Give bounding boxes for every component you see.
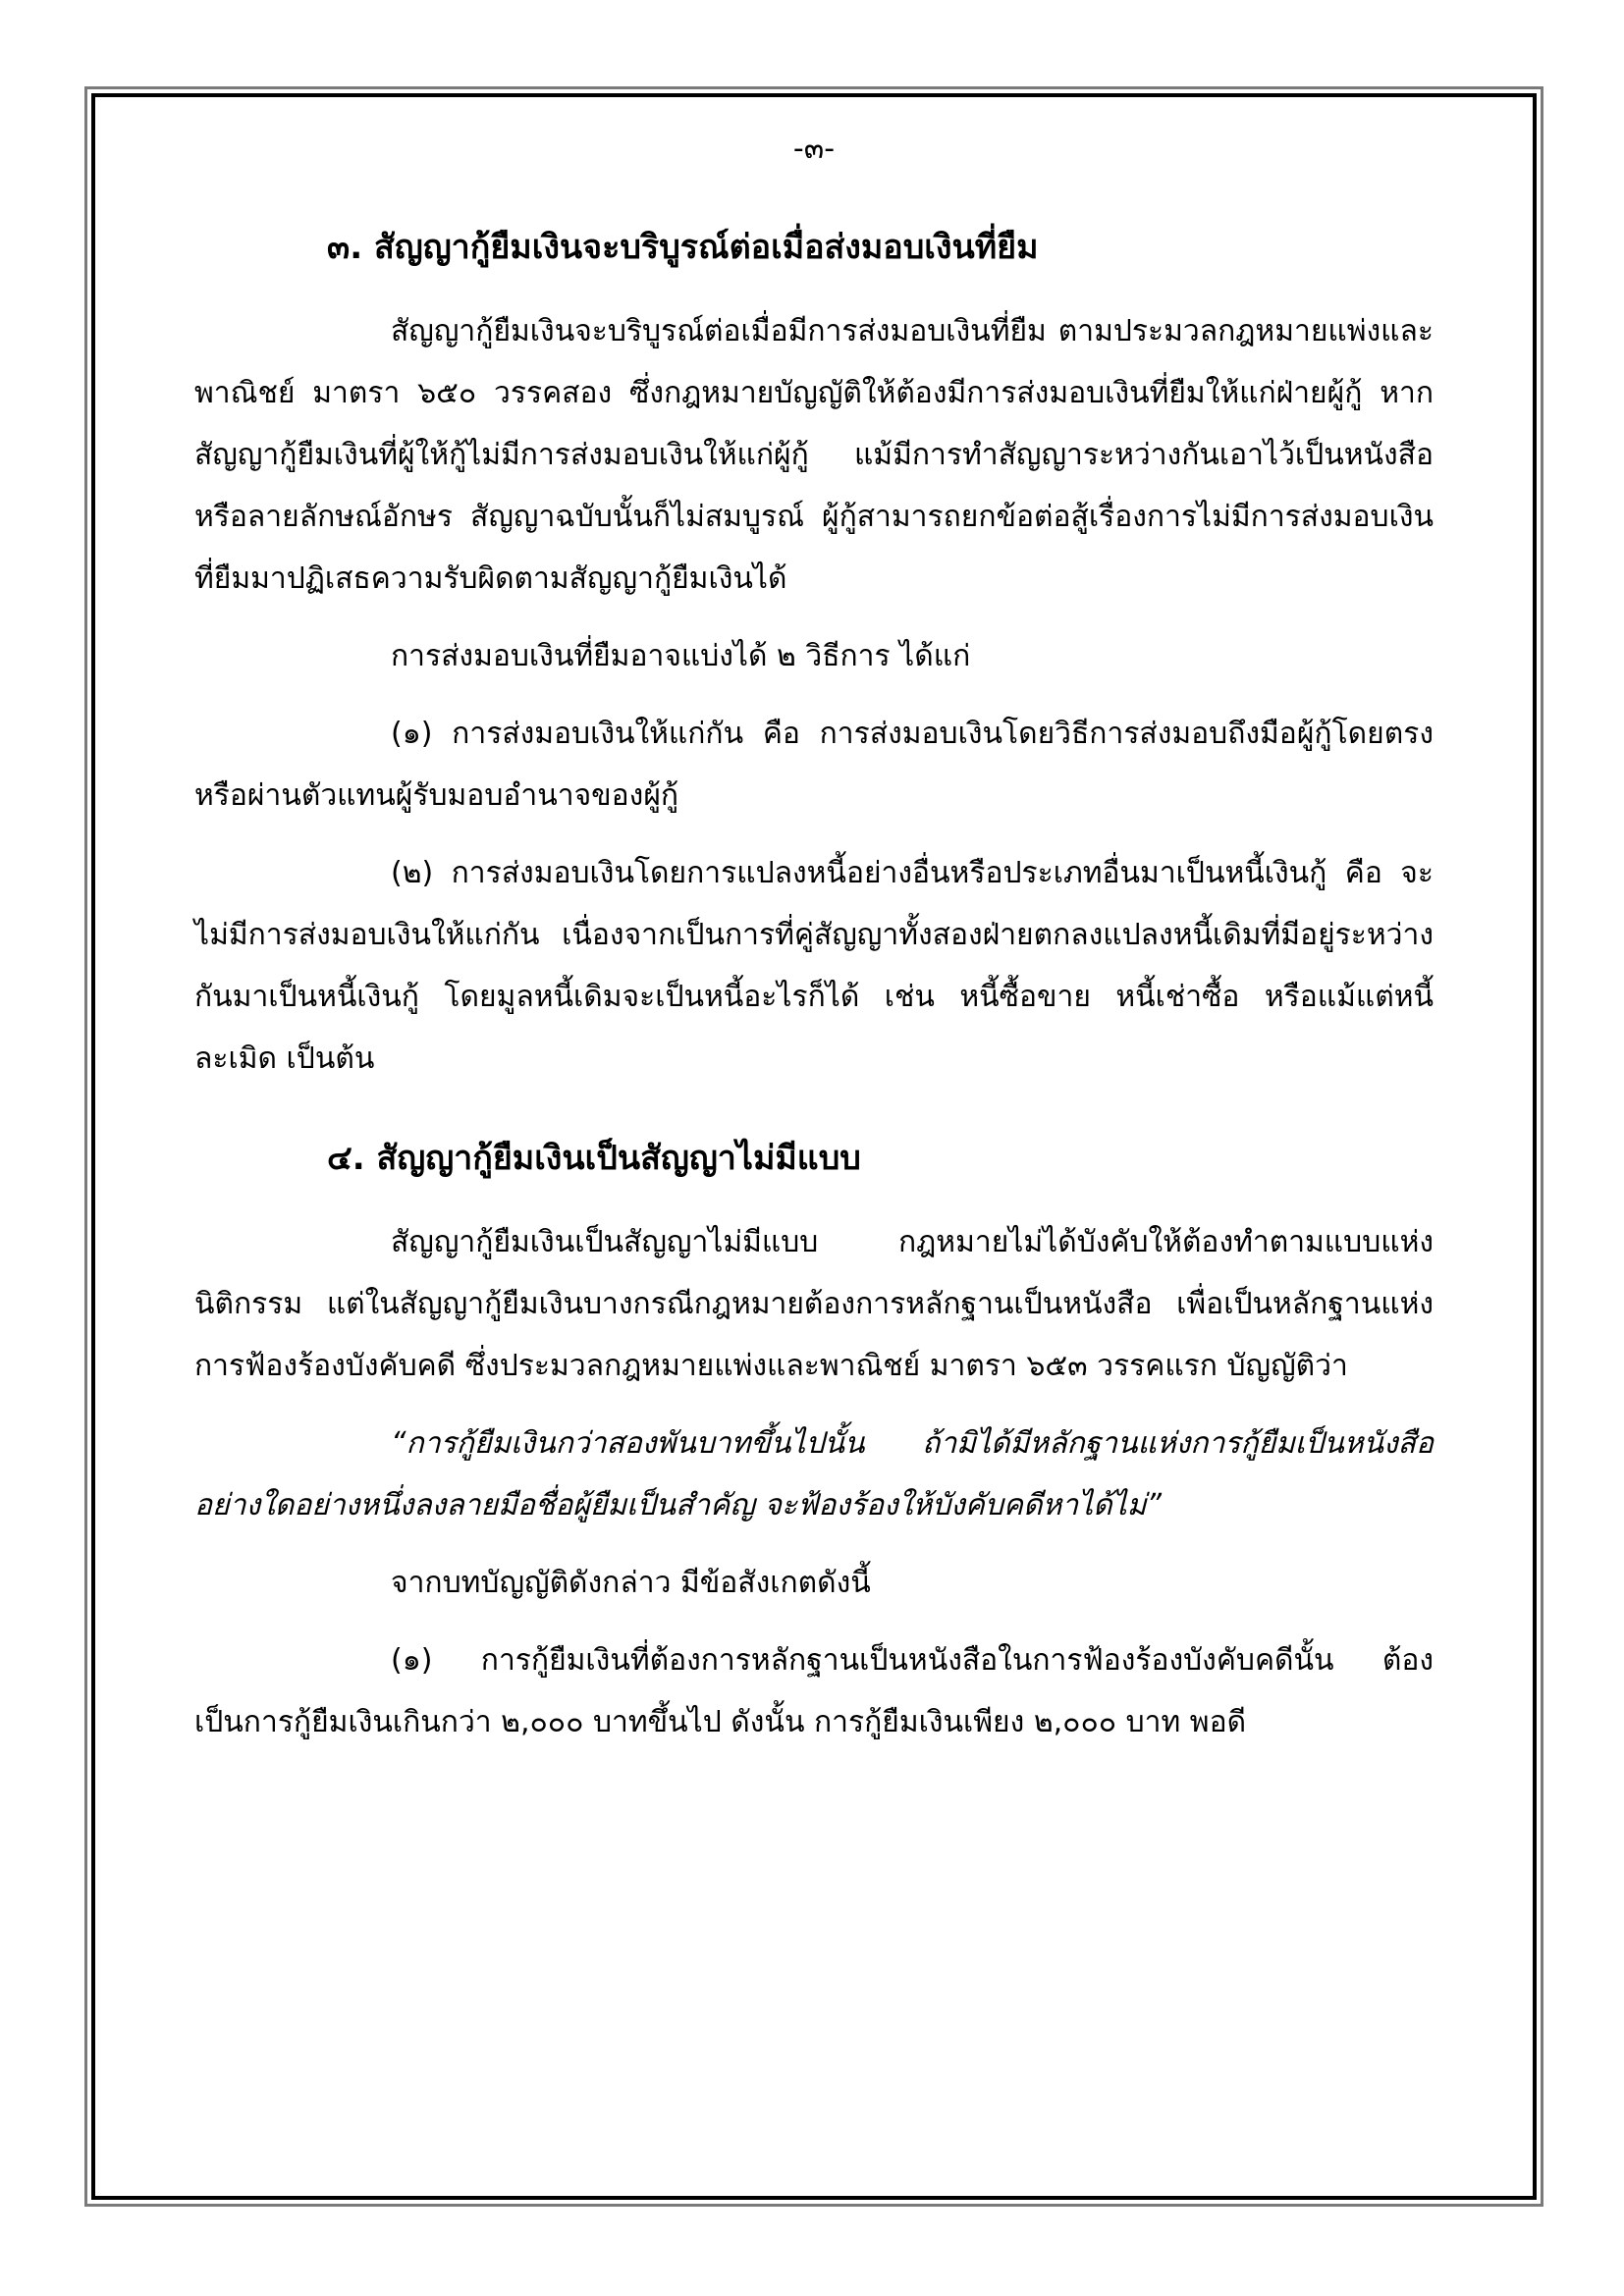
- section-3-heading: ๓. สัญญากู้ยืมเงินจะบริบูรณ์ต่อเมื่อส่งมอบเงินที่ยืม: [327, 228, 1039, 267]
- section-3-paragraph: สัญญากู้ยืมเงินจะบริบูรณ์ต่อเมื่อมีการส่งมอบเงินที่ยืม ตามประมวลกฎหมายแพ่งและพาณิชย์ มาตรา ๖๕๐ วรรคสอง ซึ่งกฎหมายบัญญัติให้ต้องมีการส่งมอบเงินที่ยืมให้แก่ฝ่ายผู้กู้ หากสัญญากู้ยืมเงินที่ผู้ให้กู้ไม่มีการส่งมอบเงินให้แก่ผู้กู้ แม้มีการทำสัญญาระหว่างกันเอาไว้เป็นหนังสือหรือลายลักษณ์อักษร สัญญาฉบับนั้นก็ไม่สมบูรณ์ ผู้กู้สามารถยกข้อต่อสู้เรื่องการไม่มีการส่งมอบเงินที่ยืมมาปฏิเสธความรับผิดตามสัญญากู้ยืมเงินได้: [194, 314, 1434, 596]
- legal-quote: “การกู้ยืมเงินกว่าสองพันบาทขึ้นไปนั้น ถ้ามิได้มีหลักฐานแห่งการกู้ยืมเป็นหนังสืออย่างใดอย่างหนึ่งลงลายมือชื่อผู้ยืมเป็นสำคัญ จะฟ้องร้องให้บังคับคดีหาได้ไม่”: [194, 1426, 1434, 1522]
- section-4-heading: ๔. สัญญากู้ยืมเงินเป็นสัญญาไม่มีแบบ: [327, 1139, 861, 1178]
- page-number: -๓-: [792, 132, 836, 166]
- section-4-paragraph: สัญญากู้ยืมเงินเป็นสัญญาไม่มีแบบ กฎหมายไม่ได้บังคับให้ต้องทำตามแบบแห่งนิติกรรม แต่ในสัญญากู้ยืมเงินบางกรณีกฎหมายต้องการหลักฐานเป็นหนังสือ เพื่อเป็นหลักฐานแห่งการฟ้องร้องบังคับคดี ซึ่งประมวลกฎหมายแพ่งและพาณิชย์ มาตรา ๖๕๓ วรรคแรก บัญญัติว่า: [194, 1225, 1434, 1383]
- section-3-paragraph: การส่งมอบเงินที่ยืมอาจแบ่งได้ ๒ วิธีการ ได้แก่: [391, 639, 971, 673]
- section-3-paragraph: (๒) การส่งมอบเงินโดยการแปลงหนี้อย่างอื่นหรือประเภทอื่นมาเป็นหนี้เงินกู้ คือ จะไม่มีการส่งมอบเงินให้แก่กัน เนื่องจากเป็นการที่คู่สัญญาทั้งสองฝ่ายตกลงแปลงหนี้เดิมที่มีอยู่ระหว่างกันมาเป็นหนี้เงินกู้ โดยมูลหนี้เดิมจะเป็นหนี้อะไรก็ได้ เช่น หนี้ซื้อขาย หนี้เช่าซื้อ หรือแม้แต่หนี้ละเมิด เป็นต้น: [194, 856, 1434, 1076]
- section-4-paragraph: (๑) การกู้ยืมเงินที่ต้องการหลักฐานเป็นหนังสือในการฟ้องร้องบังคับคดีนั้น ต้องเป็นการกู้ยืมเงินเกินกว่า ๒,๐๐๐ บาทขึ้นไป ดังนั้น การกู้ยืมเงินเพียง ๒,๐๐๐ บาท พอดี: [194, 1643, 1434, 1739]
- document-body: [194, 128, 1434, 1769]
- section-3-paragraph: (๑) การส่งมอบเงินให้แก่กัน คือ การส่งมอบเงินโดยวิธีการส่งมอบถึงมือผู้กู้โดยตรงหรือผ่านตัวแทนผู้รับมอบอำนาจของผู้กู้: [194, 717, 1434, 813]
- section-4-paragraph: จากบทบัญญัติดังกล่าว มีข้อสังเกตดังนี้: [391, 1566, 871, 1600]
